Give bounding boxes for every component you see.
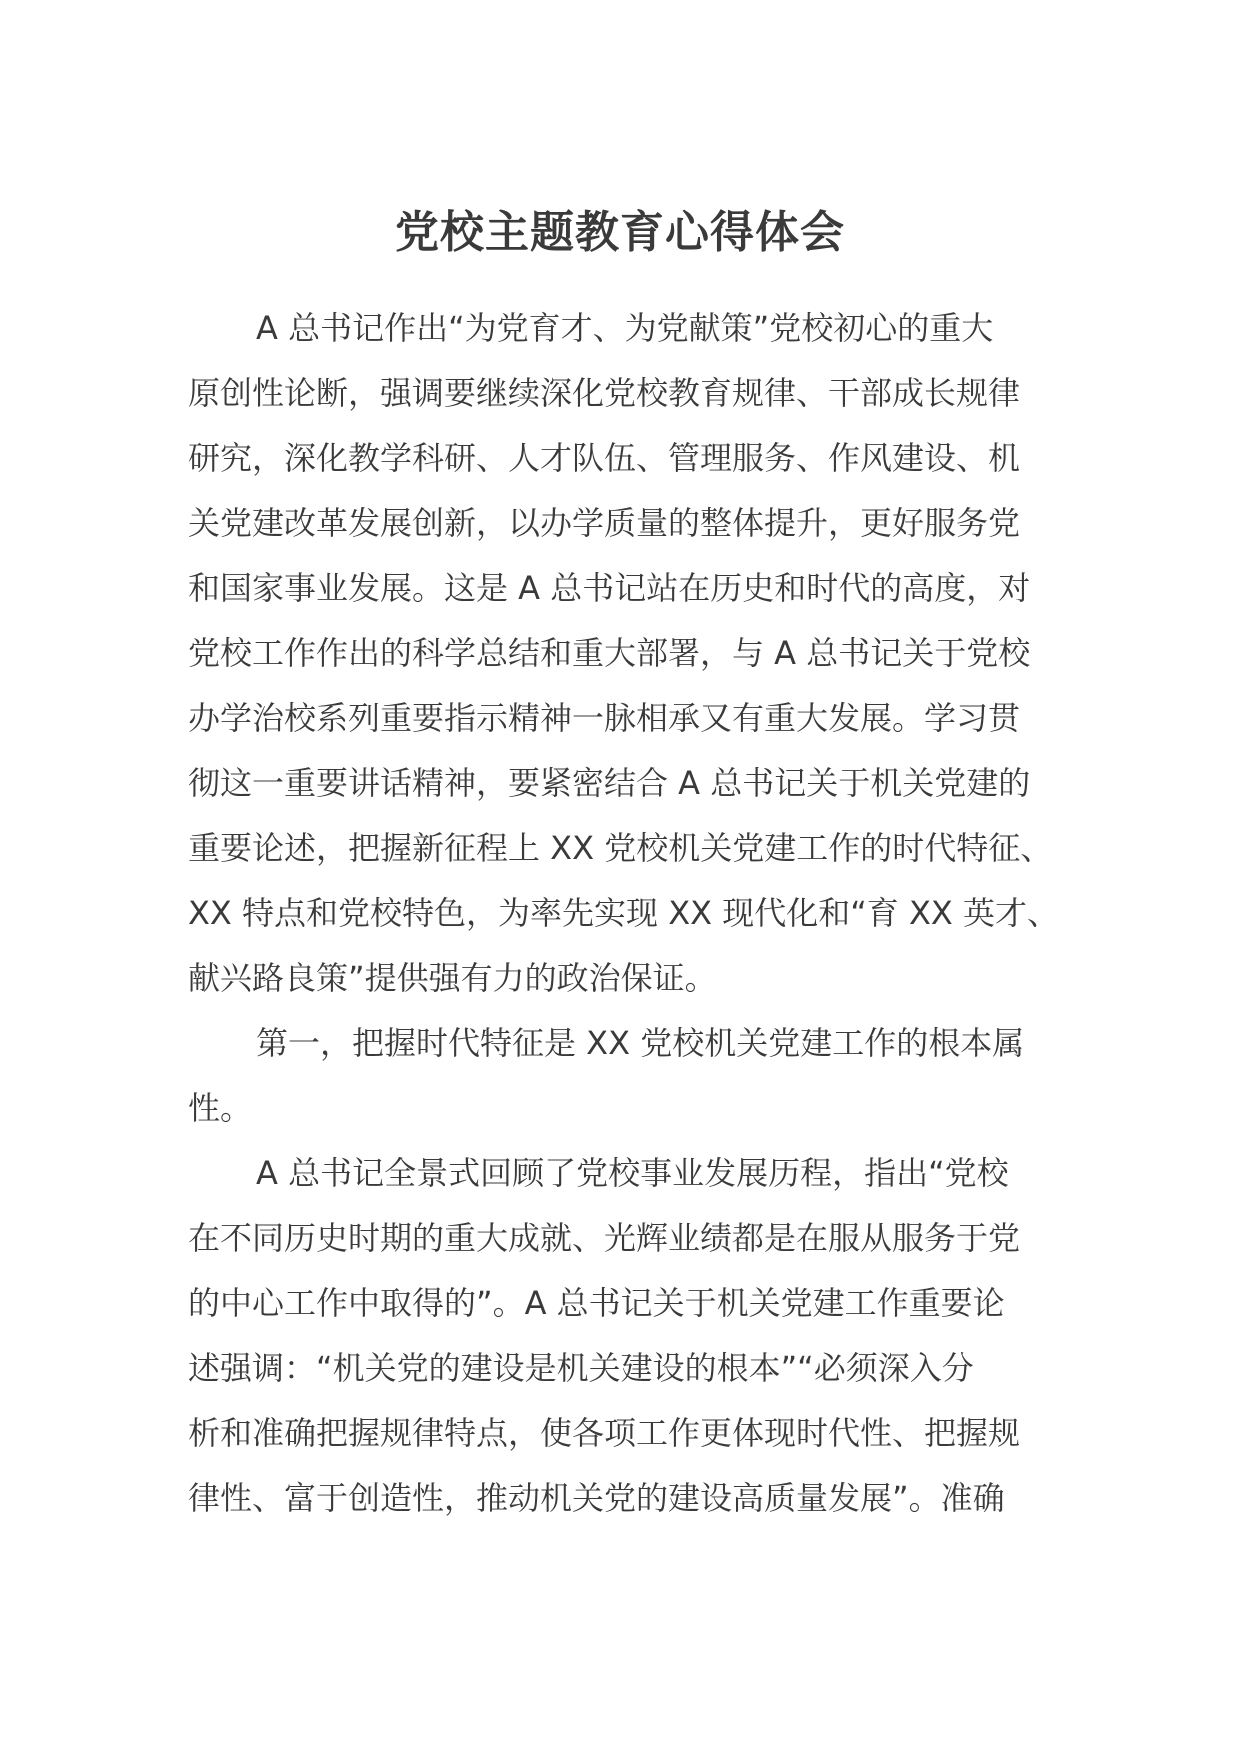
text-line: 彻这一重要讲话精神，要紧密结合 A 总书记关于机关党建的: [188, 764, 1031, 802]
text-line: 关党建改革发展创新，以办学质量的整体提升，更好服务党: [188, 504, 1021, 542]
text-line: 办学治校系列重要指示精神一脉相承又有重大发展。学习贯: [188, 699, 1021, 737]
text-line: 原创性论断，强调要继续深化党校教育规律、干部成长规律: [188, 374, 1021, 412]
text-line: 述强调：“机关党的建设是机关建设的根本”“必须深入分: [188, 1349, 974, 1387]
text-line: 第一，把握时代特征是 XX 党校机关党建工作的根本属: [256, 1024, 1025, 1062]
text-line: 性。: [188, 1089, 253, 1127]
text-line: 献兴路良策”提供强有力的政治保证。: [188, 959, 717, 997]
document-title: 党校主题教育心得体会: [395, 207, 845, 258]
text-line: A 总书记全景式回顾了党校事业发展历程，指出“党校: [256, 1154, 1009, 1192]
text-line: 律性、富于创造性，推动机关党的建设高质量发展”。准确: [188, 1479, 1005, 1517]
text-line: XX 特点和党校特色，为率先实现 XX 现代化和“育 XX 英才、: [188, 894, 1059, 932]
text-line: 研究，深化教学科研、人才队伍、管理服务、作风建设、机: [188, 439, 1021, 477]
text-line: 析和准确把握规律特点，使各项工作更体现时代性、把握规: [188, 1414, 1021, 1452]
text-line: A 总书记作出“为党育才、为党献策”党校初心的重大: [256, 309, 994, 347]
text-line: 和国家事业发展。这是 A 总书记站在历史和时代的高度，对: [188, 569, 1031, 607]
text-line: 重要论述，把握新征程上 XX 党校机关党建工作的时代特征、: [188, 829, 1053, 867]
text-line: 在不同历史时期的重大成就、光辉业绩都是在服从服务于党: [188, 1219, 1021, 1257]
document-body: [188, 296, 1059, 1531]
text-line: 党校工作作出的科学总结和重大部署，与 A 总书记关于党校: [188, 634, 1031, 672]
text-line: 的中心工作中取得的”。A 总书记关于机关党建工作重要论: [188, 1284, 1005, 1322]
